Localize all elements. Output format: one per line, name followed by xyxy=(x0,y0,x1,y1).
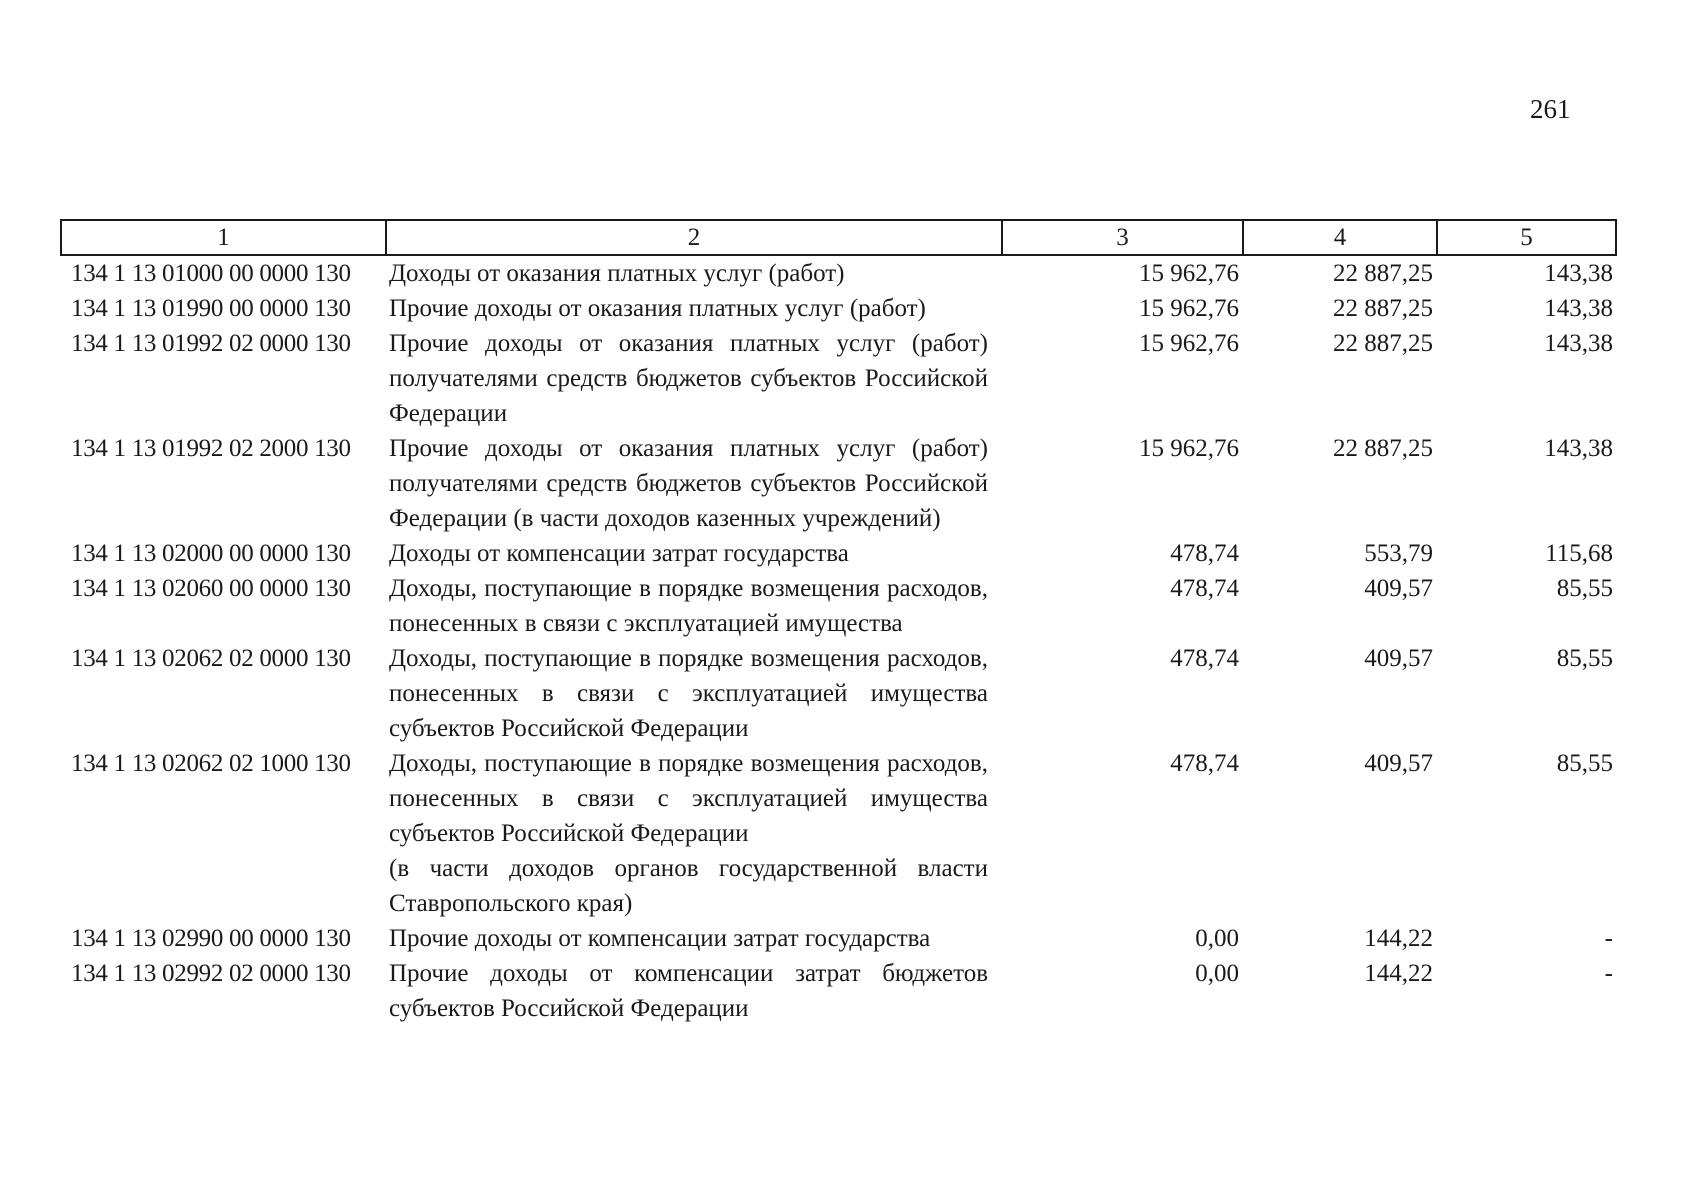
row-value-col5: 143,38 xyxy=(1544,295,1613,322)
row-name: Прочие доходы от оказания платных услуг (работ) xyxy=(389,295,926,322)
table-row xyxy=(61,431,1616,536)
row-name: Доходы от компенсации затрат государства xyxy=(389,540,849,567)
row-name: Доходы, поступающие в порядке возмещения расходов, понесенных в связи с эксплуатацией имущества субъектов Российской Федерации (в части доходов органов государственной власти Ставропольского края) xyxy=(389,750,988,917)
revenue-table-container xyxy=(60,219,1615,1026)
row-value-col4: 144,22 xyxy=(1364,925,1433,952)
table-row xyxy=(61,956,1616,1026)
table-row xyxy=(61,255,1616,291)
row-name: Прочие доходы от оказания платных услуг (работ) получателями средств бюджетов субъектов Российской Федерации (в части доходов казенных учреждений) xyxy=(389,435,988,532)
row-code: 134 1 13 01992 02 2000 130 xyxy=(71,435,351,462)
row-value-col3: 478,74 xyxy=(1170,575,1239,602)
row-value-col5: 143,38 xyxy=(1544,330,1613,357)
row-value-col3: 478,74 xyxy=(1170,645,1239,672)
row-value-col4: 409,57 xyxy=(1364,645,1433,672)
row-code: 134 1 13 02060 00 0000 130 xyxy=(71,575,351,602)
row-name: Доходы, поступающие в порядке возмещения расходов, понесенных в связи с эксплуатацией имущества xyxy=(389,575,988,637)
row-name: Доходы от оказания платных услуг (работ) xyxy=(389,260,845,287)
row-code: 134 1 13 02062 02 1000 130 xyxy=(71,750,351,777)
row-value-col4: 22 887,25 xyxy=(1333,260,1433,287)
header-col-2: 2 xyxy=(386,220,1002,255)
row-name: Прочие доходы от компенсации затрат бюджетов субъектов Российской Федерации xyxy=(389,960,988,1022)
revenue-table xyxy=(60,219,1617,1026)
header-row xyxy=(61,220,1616,255)
row-value-col5: - xyxy=(1604,960,1613,987)
table-header xyxy=(61,220,1616,255)
row-code: 134 1 13 01992 02 0000 130 xyxy=(71,330,351,357)
table-body xyxy=(61,255,1616,1026)
row-value-col4: 409,57 xyxy=(1364,575,1433,602)
row-value-col4: 409,57 xyxy=(1364,750,1433,777)
row-name: Доходы, поступающие в порядке возмещения расходов, понесенных в связи с эксплуатацией имущества субъектов Российской Федерации xyxy=(389,645,988,742)
row-value-col5: 143,38 xyxy=(1544,260,1613,287)
table-row xyxy=(61,536,1616,571)
row-code: 134 1 13 01990 00 0000 130 xyxy=(71,295,351,322)
row-value-col4: 144,22 xyxy=(1364,960,1433,987)
row-value-col5: 143,38 xyxy=(1544,435,1613,462)
row-code: 134 1 13 02000 00 0000 130 xyxy=(71,540,351,567)
row-value-col3: 478,74 xyxy=(1170,750,1239,777)
header-col-5: 5 xyxy=(1437,220,1616,255)
row-value-col4: 22 887,25 xyxy=(1333,435,1433,462)
page-number: 261 xyxy=(1530,94,1571,124)
row-value-col5: 115,68 xyxy=(1545,540,1613,567)
table-row xyxy=(61,326,1616,431)
header-col-1: 1 xyxy=(61,220,386,255)
table-row xyxy=(61,641,1616,746)
row-name: Прочие доходы от оказания платных услуг (работ) получателями средств бюджетов субъектов Российской Федерации xyxy=(389,330,988,427)
row-value-col3: 478,74 xyxy=(1170,540,1239,567)
row-value-col4: 553,79 xyxy=(1364,540,1433,567)
row-code: 134 1 13 01000 00 0000 130 xyxy=(71,260,351,287)
row-value-col5: 85,55 xyxy=(1556,750,1613,777)
row-code: 134 1 13 02062 02 0000 130 xyxy=(71,645,351,672)
table-row xyxy=(61,746,1616,921)
row-value-col4: 22 887,25 xyxy=(1333,330,1433,357)
header-col-4: 4 xyxy=(1243,220,1437,255)
header-col-3: 3 xyxy=(1002,220,1243,255)
table-row xyxy=(61,571,1616,641)
table-row xyxy=(61,921,1616,956)
row-value-col3: 15 962,76 xyxy=(1139,260,1239,287)
row-value-col5: 85,55 xyxy=(1556,645,1613,672)
row-code: 134 1 13 02992 02 0000 130 xyxy=(71,960,351,987)
row-value-col5: 85,55 xyxy=(1556,575,1613,602)
row-value-col3: 15 962,76 xyxy=(1139,435,1239,462)
row-name: Прочие доходы от компенсации затрат государства xyxy=(389,925,931,952)
row-value-col3: 0,00 xyxy=(1195,925,1239,952)
row-value-col4: 22 887,25 xyxy=(1333,295,1433,322)
row-value-col3: 15 962,76 xyxy=(1139,295,1239,322)
row-value-col3: 15 962,76 xyxy=(1139,330,1239,357)
row-code: 134 1 13 02990 00 0000 130 xyxy=(71,925,351,952)
row-value-col3: 0,00 xyxy=(1195,960,1239,987)
table-row xyxy=(61,291,1616,326)
row-value-col5: - xyxy=(1604,925,1613,952)
